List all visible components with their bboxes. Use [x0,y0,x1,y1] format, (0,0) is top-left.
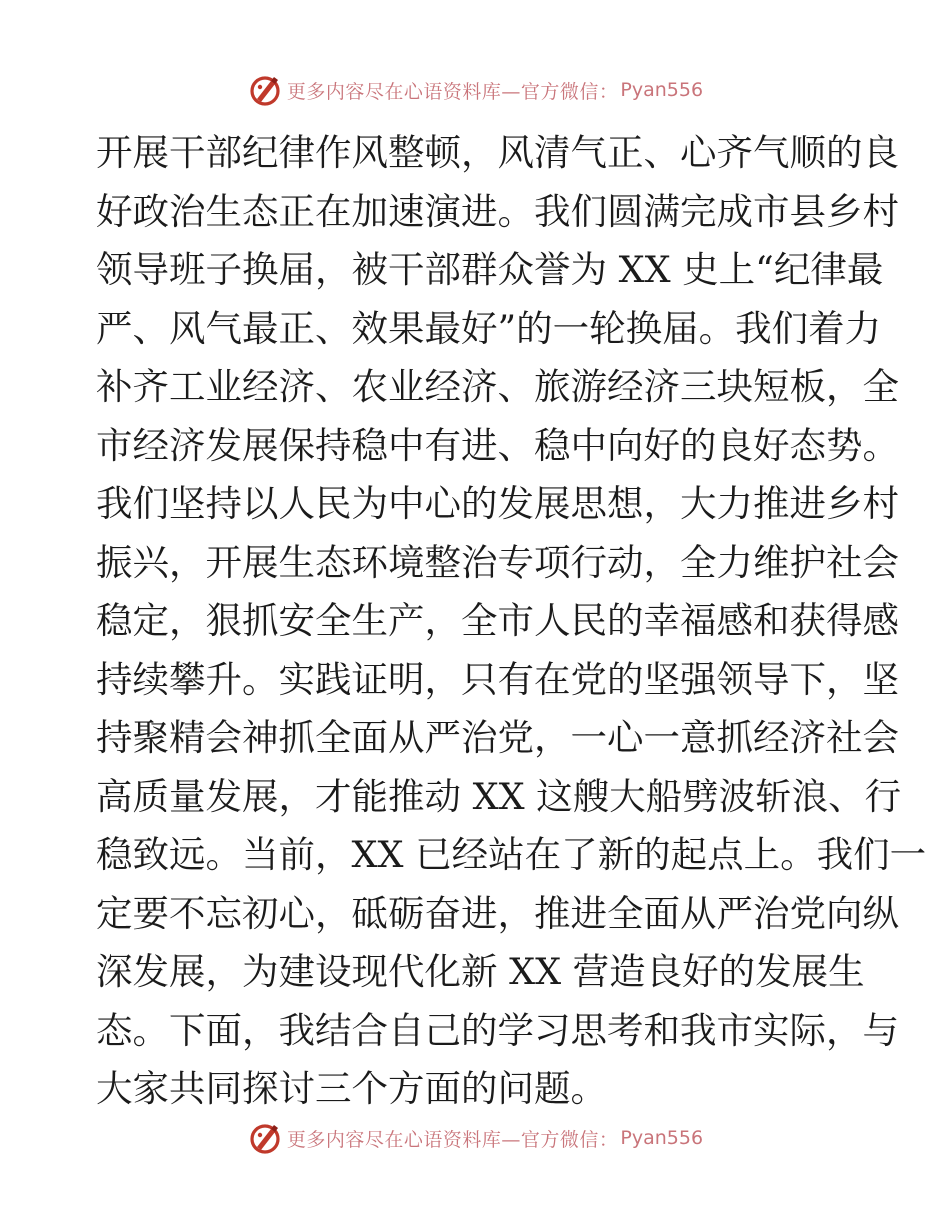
document-body [96,124,927,1119]
watermark-account: Pyan556 [620,79,704,101]
body-line: 定要不忘初心，砥砺奋进，推进全面从严治党向纵 [96,891,899,935]
body-line: 深发展，为建设现代化新 XX 营造良好的发展生 [96,950,865,993]
watermark-account: Pyan556 [620,1127,704,1149]
body-line: 严、风气最正、效果最好”的一轮换届。我们着力 [96,306,882,350]
body-line: 补齐工业经济、农业经济、旅游经济三块短板，全 [96,365,899,408]
body-line: 大家共同探讨三个方面的问题。 [96,1067,607,1110]
pen-circle-logo-icon [247,72,283,108]
body-line: 振兴，开展生态环境整治专项行动，全力维护社会 [96,540,899,584]
body-line: 我们坚持以人民为中心的发展思想，大力推进乡村 [96,482,899,525]
watermark-text: 更多内容尽在心语资料库—官方微信： [286,1128,619,1151]
pen-circle-logo-icon [247,1120,283,1156]
body-line: 持续攀升。实践证明，只有在党的坚强领导下，坚 [96,657,899,701]
watermark-text: 更多内容尽在心语资料库—官方微信： [286,80,619,103]
body-line: 开展干部纪律作风整顿，风清气正、心齐气顺的良 [96,131,899,174]
body-line: 持聚精会神抓全面从严治党，一心一意抓经济社会 [96,716,899,759]
body-line: 稳致远。当前，XX 已经站在了新的起点上。我们一 [96,833,927,876]
footer-watermark [0,1118,950,1158]
body-line: 态。下面，我结合自己的学习思考和我市实际，与 [96,1008,899,1052]
body-line: 好政治生态正在加速演进。我们圆满完成市县乡村 [96,189,899,233]
body-line: 领导班子换届，被干部群众誉为 XX 史上“纪律最 [96,248,884,291]
body-line: 稳定，狠抓安全生产，全市人民的幸福感和获得感 [96,599,899,642]
header-watermark [0,70,950,110]
body-line: 高质量发展，才能推动 XX 这艘大船劈波斩浪、行 [96,774,902,818]
body-line: 市经济发展保持稳中有进、稳中向好的良好态势。 [96,423,899,467]
